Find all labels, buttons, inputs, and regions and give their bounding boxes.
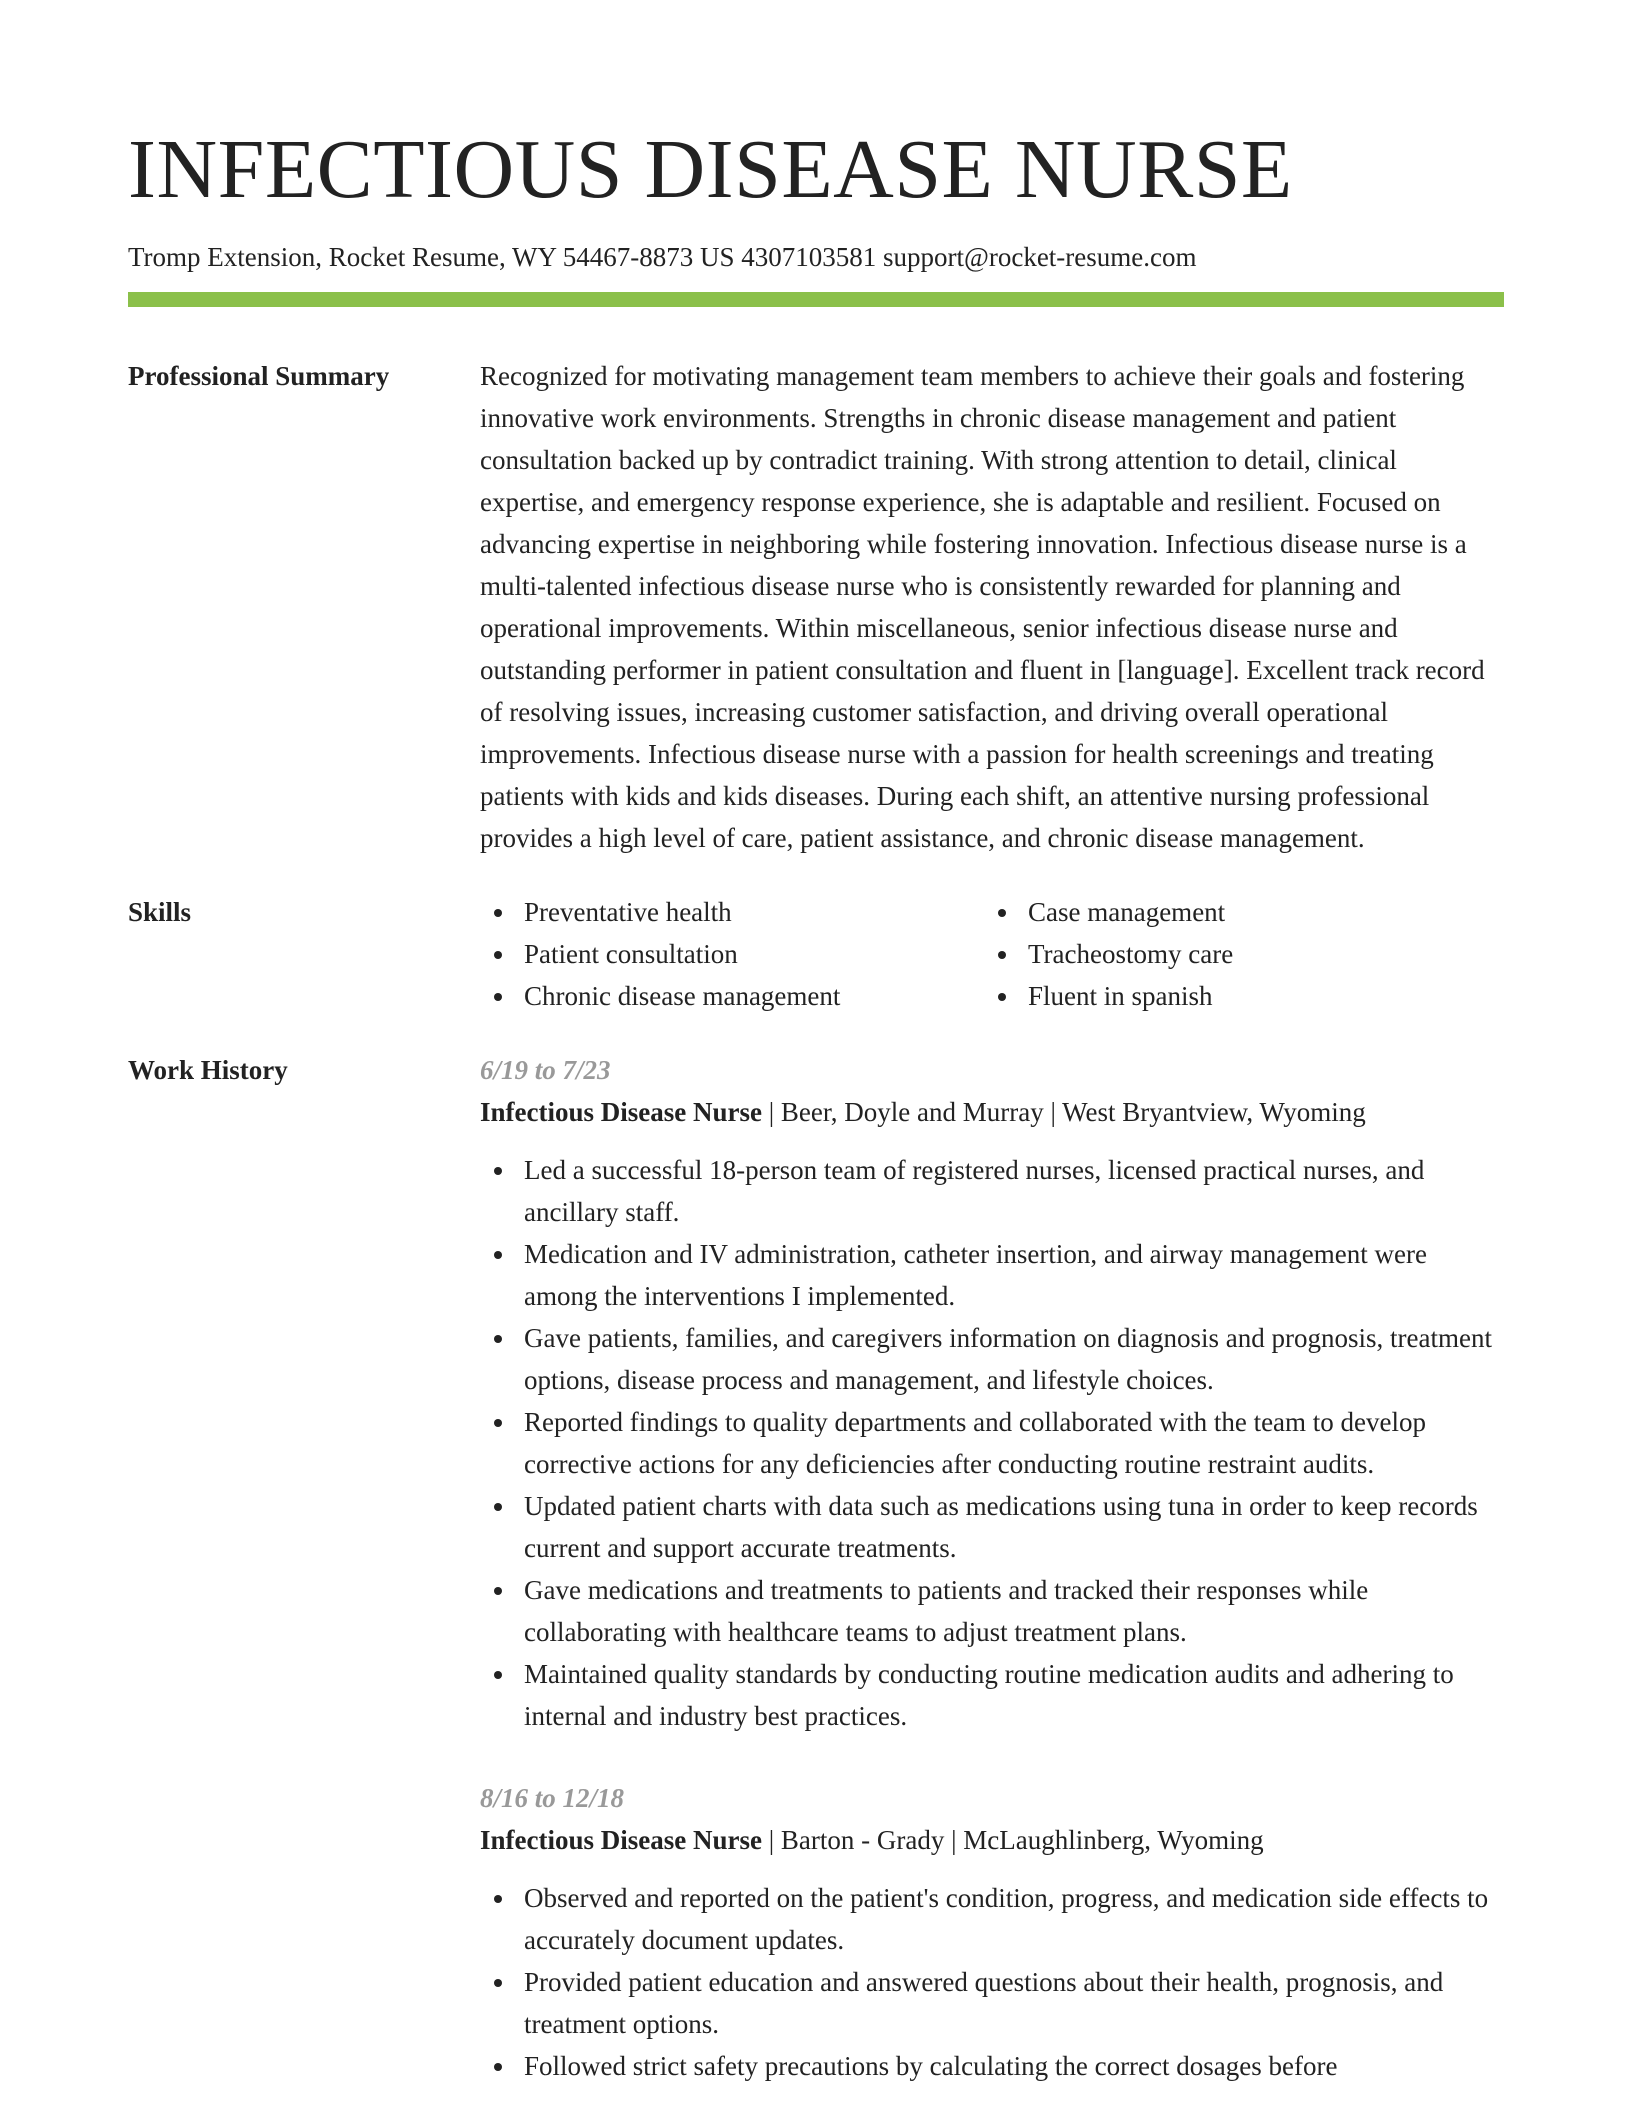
job-bullet: Provided patient education and answered questions about their health, prognosis, and treatment options. [480,1961,1504,2045]
work-history-heading: Work History [128,1055,288,1085]
job-bullet: Medication and IV administration, catheter insertion, and airway management were among the interventions I implemented. [480,1233,1504,1317]
job-employer: Barton - Grady [780,1825,945,1855]
job-bullets [480,1149,1504,1737]
skills-heading: Skills [128,897,192,927]
skills-grid [480,891,1504,1017]
job-header [480,1819,1504,1861]
accent-divider [128,292,1504,307]
job-dates: 6/19 to 7/23 [480,1055,611,1085]
job-bullet: Updated patient charts with data such as medications using tuna in order to keep records current and support accurate treatments. [480,1485,1504,1569]
skills-column-left [480,891,984,1017]
summary-section [128,355,1504,859]
contact-line: Tromp Extension, Rocket Resume, WY 54467-8873 US 4307103581 support@rocket-resume.com [128,242,1197,272]
skills-column-right [984,891,1488,1017]
job-title: Infectious Disease Nurse [480,1825,762,1855]
job-entry [480,1777,1504,2087]
job-bullets [480,1877,1504,2087]
job-header [480,1091,1504,1133]
skill-item: Case management [984,891,1488,933]
skill-item: Tracheostomy care [984,933,1488,975]
job-separator: | [761,1097,781,1127]
job-bullet: Gave patients, families, and caregivers information on diagnosis and prognosis, treatment options, disease process and management, and lifestyle choices. [480,1317,1504,1401]
job-entry [480,1049,1504,1737]
skill-item: Patient consultation [480,933,984,975]
job-separator: | [944,1825,964,1855]
job-bullet: Led a successful 18-person team of registered nurses, licensed practical nurses, and ancillary staff. [480,1149,1504,1233]
job-location: West Bryantview, Wyoming [1062,1097,1366,1127]
job-bullet: Reported findings to quality departments and collaborated with the team to develop corrective actions for any deficiencies after conducting routine restraint audits. [480,1401,1504,1485]
skill-item: Fluent in spanish [984,975,1488,1017]
skill-item: Chronic disease management [480,975,984,1017]
work-history-section [128,1049,1504,2112]
job-bullet: Observed and reported on the patient's condition, progress, and medication side effects to accurately document updates. [480,1877,1504,1961]
job-employer: Beer, Doyle and Murray [780,1097,1044,1127]
skill-item: Preventative health [480,891,984,933]
job-bullet: Maintained quality standards by conducting routine medication audits and adhering to internal and industry best practices. [480,1653,1504,1737]
job-dates: 8/16 to 12/18 [480,1783,625,1813]
summary-text: Recognized for motivating management team members to achieve their goals and fostering innovative work environments. Strengths in chronic disease management and patient consultation backed up by contradict training. With strong attention to detail, clinical expertise, and emergency response experience, she is adaptable and resilient. Focused on advancing expertise in neighboring while fostering innovation. Infectious disease nurse is a multi-talented infectious disease nurse who is consistently rewarded for planning and operational improvements. Within miscellaneous, senior infectious disease nurse and outstanding performer in patient consultation and fluent in [language]. Excellent track record of resolving issues, increasing customer satisfaction, and driving overall operational improvements. Infectious disease nurse with a passion for health screenings and treating patients with kids and kids diseases. During each shift, an attentive nursing professional provides a high level of care, patient assistance, and chronic disease management. [480,361,1485,853]
job-separator: | [761,1825,781,1855]
job-title: Infectious Disease Nurse [480,1097,762,1127]
summary-heading: Professional Summary [128,361,390,391]
resume-page [128,0,1504,2112]
skills-section [128,891,1504,1017]
resume-title: INFECTIOUS DISEASE NURSE [128,123,1293,216]
work-history-body [480,1049,1504,2112]
job-bullet: Followed strict safety precautions by calculating the correct dosages before [480,2045,1504,2087]
job-location: McLaughlinberg, Wyoming [963,1825,1264,1855]
job-separator: | [1043,1097,1063,1127]
job-bullet: Gave medications and treatments to patients and tracked their responses while collaborating with healthcare teams to adjust treatment plans. [480,1569,1504,1653]
